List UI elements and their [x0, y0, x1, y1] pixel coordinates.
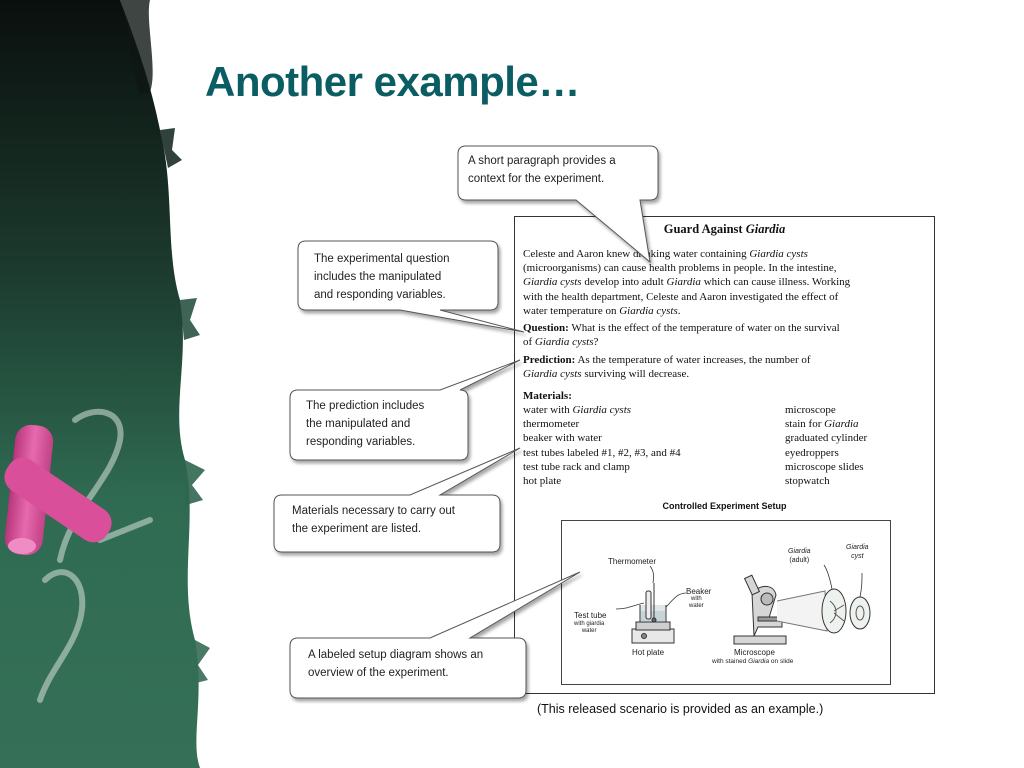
beaker-sublabel: with water [689, 596, 704, 609]
callout-diagram-text: A labeled setup diagram shows an overview of the experiment. [308, 649, 484, 679]
callout-prediction-text: The prediction includes the manipulated and responding variables. [306, 400, 425, 448]
question-label: Question: [523, 322, 569, 334]
setup-title: Controlled Experiment Setup [662, 501, 787, 511]
material-item: hot plate [523, 475, 562, 488]
test-tube-label: Test tube [574, 611, 607, 620]
callout-question-text: The experimental question includes the manipulated and responding variables. [314, 253, 450, 301]
hot-plate-label: Hot plate [632, 648, 665, 657]
material-item: thermometer [523, 418, 580, 431]
material-item: test tubes labeled #1, #2, #3, and #4 [523, 446, 681, 459]
context-line: with the health department, Celeste and Aaron investigated the effect of [523, 290, 839, 303]
slide-title: Another example… [205, 58, 580, 105]
context-line: (microorganisms) can cause health problems in people. In the intestine, [523, 262, 837, 275]
giardia-cyst-label: Giardia cyst [846, 544, 869, 560]
callout-materials-text: Materials necessary to carry out the experiment are listed. [292, 505, 455, 535]
material-item: beaker with water [523, 432, 602, 445]
callout-context-text: A short paragraph provides a context for the experiment. [468, 155, 616, 185]
microscope-label: Microscope [734, 648, 775, 657]
material-item: test tube rack and clamp [523, 460, 630, 473]
material-item: water with Giardia cysts [523, 404, 632, 416]
material-item: stain for Giardia [785, 418, 859, 431]
materials-heading: Materials: [523, 390, 572, 402]
context-line: Giardia cysts develop into adult Giardia which can cause illness. Working [523, 276, 851, 289]
giardia-adult-label: Giardia (adult) [788, 548, 811, 564]
material-item: stopwatch [785, 475, 830, 488]
thermometer-label: Thermometer [608, 557, 657, 566]
document-title: Guard Against Giardia [663, 222, 786, 236]
question-line: What is the effect of the temperature of water on the survival [568, 322, 840, 334]
context-line: water temperature on Giardia cysts. [523, 304, 681, 317]
test-tube-sublabel: with giardia water [574, 621, 605, 634]
material-item: eyedroppers [785, 446, 839, 459]
prediction-line: As the temperature of water increases, the number of [575, 354, 811, 366]
material-item: graduated cylinder [785, 432, 868, 445]
context-line: Celeste and Aaron knew drinking water containing Giardia cysts [523, 248, 808, 260]
beaker-label: Beaker [686, 587, 712, 596]
microscope-sublabel: with stained Giardia on slide [712, 658, 794, 665]
question-line: of Giardia cysts? [523, 336, 599, 349]
prediction-line: Giardia cysts surviving will decrease. [523, 368, 690, 381]
material-item: microscope [785, 404, 836, 416]
prediction-label: Prediction: [523, 354, 576, 366]
material-item: microscope slides [785, 460, 864, 473]
example-caption: (This released scenario is provided as an example.) [537, 702, 824, 716]
